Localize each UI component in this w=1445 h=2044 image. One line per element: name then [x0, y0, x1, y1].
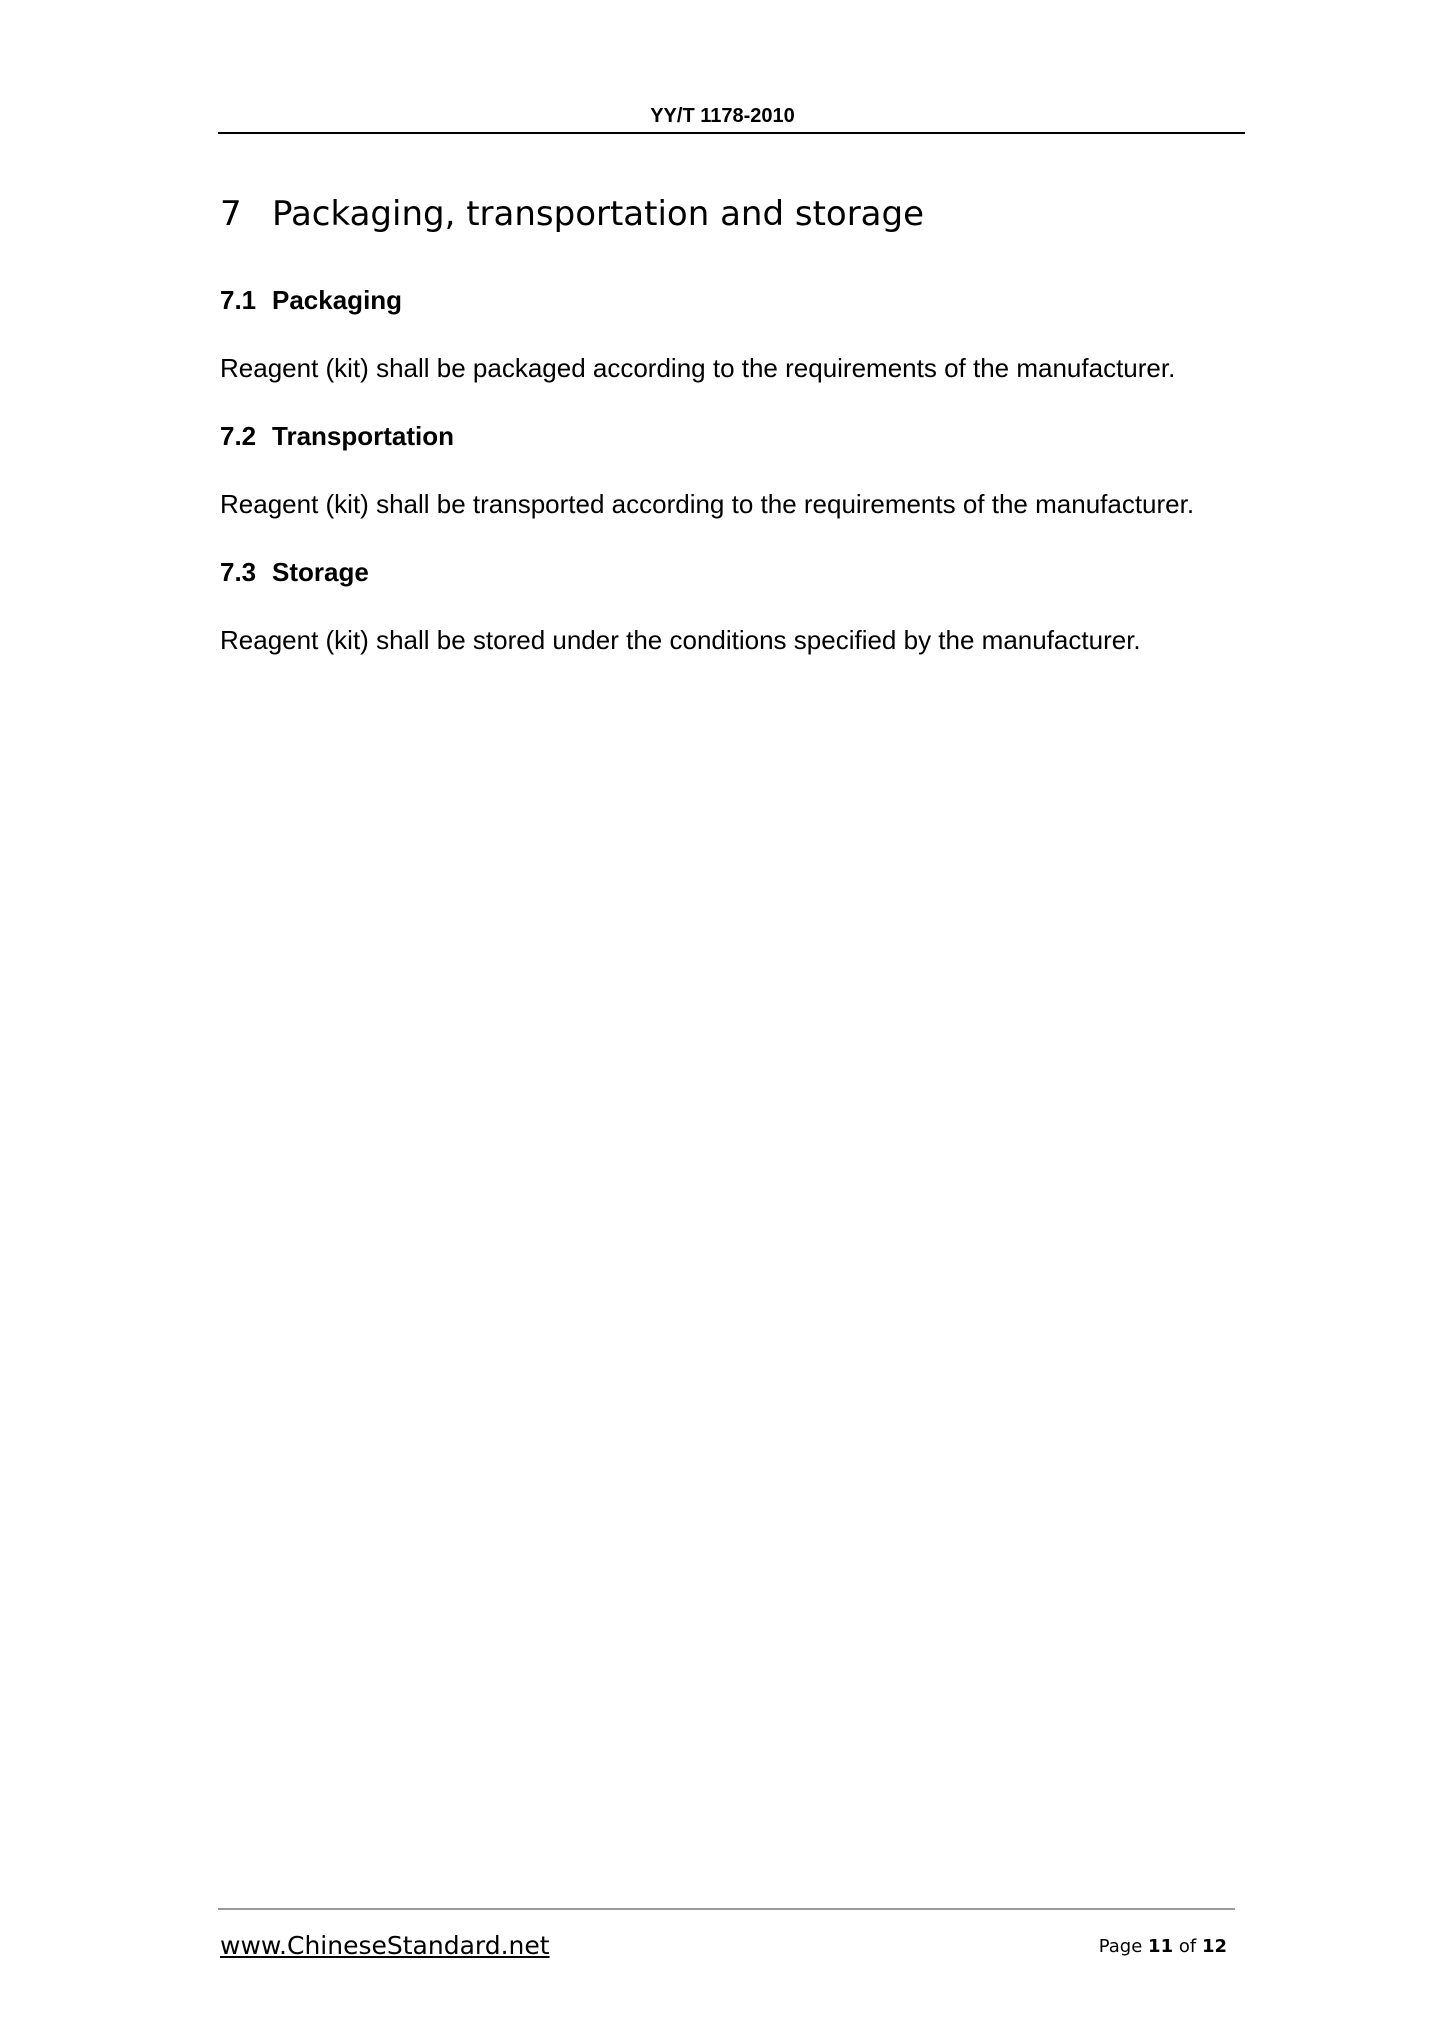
subsection-number: 7.2 [220, 421, 257, 451]
website-link[interactable]: www.ChineseStandard.net [220, 1931, 550, 1960]
subsection-title: Packaging [272, 285, 403, 315]
page-current: 11 [1148, 1936, 1174, 1957]
footer-divider [218, 1908, 1235, 1910]
page-total: 12 [1201, 1936, 1227, 1957]
subsection-heading-transportation [220, 420, 454, 452]
subsection-heading-packaging [220, 284, 402, 316]
subsection-text-storage: Reagent (kit) shall be stored under the conditions specified by the manufacturer. [220, 625, 1141, 655]
page-prefix: Page [1098, 1936, 1143, 1957]
page-indicator [1099, 1934, 1227, 1960]
subsection-title: Transportation [272, 421, 455, 451]
subsection-text-packaging: Reagent (kit) shall be packaged according to the requirements of the manufacturer. [220, 353, 1176, 383]
standard-number: YY/T 1178-2010 [650, 105, 795, 127]
page-of: of [1178, 1936, 1197, 1957]
section-number: 7 [220, 194, 242, 234]
subsection-title: Storage [272, 557, 369, 587]
subsection-text-transportation: Reagent (kit) shall be transported according to the requirements of the manufacturer. [220, 489, 1195, 519]
subsection-heading-storage [220, 556, 369, 588]
subsection-number: 7.3 [220, 557, 257, 587]
section-heading [220, 192, 924, 236]
section-title: Packaging, transportation and storage [272, 194, 925, 234]
subsection-number: 7.1 [220, 285, 257, 315]
header-divider [218, 132, 1245, 134]
